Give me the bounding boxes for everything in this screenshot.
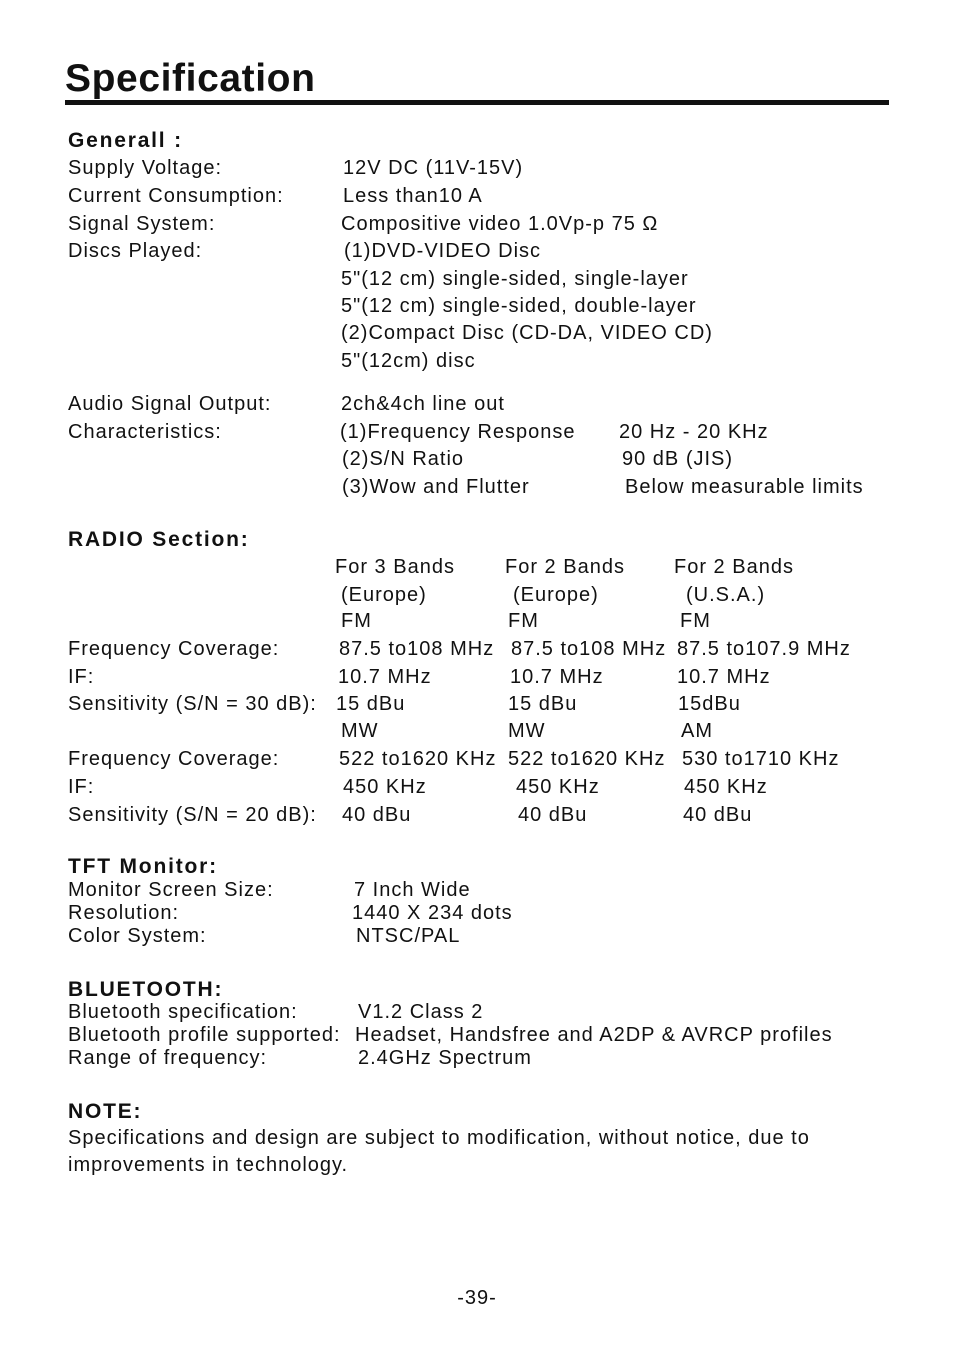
resolution-label: Resolution: <box>68 902 180 924</box>
characteristic-name: (1)Frequency Response <box>340 421 576 443</box>
supply-voltage-label: Supply Voltage: <box>68 157 222 179</box>
current-consumption-value: Less than10 A <box>343 185 483 207</box>
fm-if-value: 10.7 MHz <box>677 666 771 688</box>
frequency-range-label: Range of frequency: <box>68 1047 268 1069</box>
am-band-label: AM <box>681 720 713 742</box>
am-frequency-coverage-value: 522 to1620 KHz <box>508 748 666 770</box>
current-consumption-label: Current Consumption: <box>68 185 284 207</box>
bluetooth-profile-value: Headset, Handsfree and A2DP & AVRCP profiles <box>355 1024 833 1046</box>
am-if-value: 450 KHz <box>684 776 768 798</box>
am-band-label: MW <box>341 720 379 742</box>
radio-column-bands: For 2 Bands <box>505 556 625 578</box>
discs-played-label: Discs Played: <box>68 240 203 262</box>
general-heading: Generall : <box>68 129 183 152</box>
screen-size-value: 7 Inch Wide <box>354 879 471 901</box>
characteristic-value: 90 dB (JIS) <box>622 448 734 470</box>
signal-system-value: Compositive video 1.0Vp-p 75 Ω <box>341 213 659 235</box>
am-frequency-coverage-label: Frequency Coverage: <box>68 748 280 770</box>
screen-size-label: Monitor Screen Size: <box>68 879 274 901</box>
am-sensitivity-value: 40 dBu <box>683 804 753 826</box>
tft-monitor-heading: TFT Monitor: <box>68 855 218 878</box>
fm-band-label: FM <box>680 610 711 632</box>
radio-column-region: (Europe) <box>513 584 599 606</box>
characteristic-value: Below measurable limits <box>625 476 864 498</box>
radio-heading: RADIO Section: <box>68 528 250 551</box>
fm-sensitivity-value: 15dBu <box>678 693 741 715</box>
frequency-range-value: 2.4GHz Spectrum <box>358 1047 532 1069</box>
am-frequency-coverage-value: 522 to1620 KHz <box>339 748 497 770</box>
supply-voltage-value: 12V DC (11V-15V) <box>343 157 524 179</box>
fm-frequency-coverage-value: 87.5 to108 MHz <box>511 638 667 660</box>
discs-played-line: 5"(12 cm) single-sided, double-layer <box>341 295 697 317</box>
color-system-label: Color System: <box>68 925 207 947</box>
radio-column-bands: For 3 Bands <box>335 556 455 578</box>
characteristics-label: Characteristics: <box>68 421 222 443</box>
bluetooth-profile-label: Bluetooth profile supported: <box>68 1024 341 1046</box>
am-sensitivity-label: Sensitivity (S/N = 20 dB): <box>68 804 317 826</box>
discs-played-line: 5"(12cm) disc <box>341 350 476 372</box>
characteristic-name: (3)Wow and Flutter <box>342 476 530 498</box>
fm-band-label: FM <box>341 610 372 632</box>
audio-signal-output-value: 2ch&4ch line out <box>341 393 505 415</box>
page-title: Specification <box>65 57 316 100</box>
am-sensitivity-value: 40 dBu <box>518 804 588 826</box>
radio-column-bands: For 2 Bands <box>674 556 794 578</box>
radio-column-region: (Europe) <box>341 584 427 606</box>
bluetooth-specification-value: V1.2 Class 2 <box>358 1001 484 1023</box>
characteristic-value: 20 Hz - 20 KHz <box>619 421 769 443</box>
fm-sensitivity-value: 15 dBu <box>336 693 406 715</box>
bluetooth-heading: BLUETOOTH: <box>68 978 224 1001</box>
am-band-label: MW <box>508 720 546 742</box>
title-divider <box>65 100 889 105</box>
am-if-label: IF: <box>68 776 95 798</box>
fm-frequency-coverage-value: 87.5 to107.9 MHz <box>677 638 851 660</box>
fm-band-label: FM <box>508 610 539 632</box>
discs-played-line: (1)DVD-VIDEO Disc <box>344 240 542 262</box>
fm-frequency-coverage-value: 87.5 to108 MHz <box>339 638 495 660</box>
am-sensitivity-value: 40 dBu <box>342 804 412 826</box>
note-text: Specifications and design are subject to modification, without notice, due to improvements in technology. <box>68 1127 810 1176</box>
discs-played-line: 5"(12 cm) single-sided, single-layer <box>341 268 689 290</box>
resolution-value: 1440 X 234 dots <box>352 902 513 924</box>
signal-system-label: Signal System: <box>68 213 216 235</box>
characteristic-name: (2)S/N Ratio <box>342 448 465 470</box>
radio-column-region: (U.S.A.) <box>686 584 766 606</box>
discs-played-line: (2)Compact Disc (CD-DA, VIDEO CD) <box>341 322 713 344</box>
fm-frequency-coverage-label: Frequency Coverage: <box>68 638 280 660</box>
fm-sensitivity-label: Sensitivity (S/N = 30 dB): <box>68 693 317 715</box>
fm-if-value: 10.7 MHz <box>510 666 604 688</box>
fm-if-value: 10.7 MHz <box>338 666 432 688</box>
fm-sensitivity-value: 15 dBu <box>508 693 578 715</box>
page-number: -39- <box>457 1287 497 1309</box>
note-heading: NOTE: <box>68 1100 143 1123</box>
fm-if-label: IF: <box>68 666 95 688</box>
am-if-value: 450 KHz <box>343 776 427 798</box>
bluetooth-specification-label: Bluetooth specification: <box>68 1001 298 1023</box>
am-if-value: 450 KHz <box>516 776 600 798</box>
color-system-value: NTSC/PAL <box>356 925 461 947</box>
am-frequency-coverage-value: 530 to1710 KHz <box>682 748 840 770</box>
audio-signal-output-label: Audio Signal Output: <box>68 393 272 415</box>
